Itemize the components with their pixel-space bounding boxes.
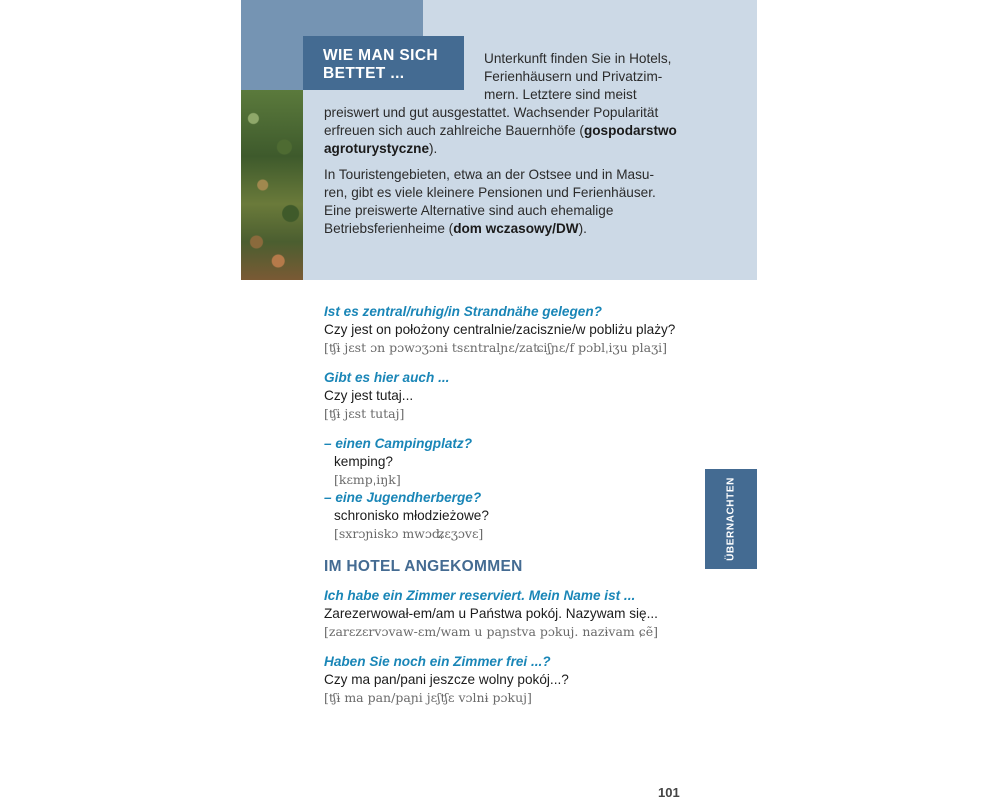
polish-phrase: Czy ma pan/pani jeszcze wolny pokój...?: [324, 672, 569, 687]
pronunciation: [ʧɨ ma pan/paɲi jɛʃʧɛ vɔlnɨ pɔkuj]: [324, 690, 532, 705]
text-line: Ferienhäusern und Privatzim-: [484, 69, 663, 84]
pronunciation: [zarɛzɛrvɔvaw-ɛm/wam u paɲstva pɔkuj. nazɨvam ɕẽ]: [324, 624, 659, 639]
text-line: ren, gibt es viele kleinere Pensionen und Ferienhäuser.: [324, 185, 656, 200]
info-box-text: [241, 0, 757, 280]
text-line: [324, 140, 704, 158]
german-phrase: – eine Jugendherberge?: [324, 490, 482, 505]
german-phrase: Gibt es hier auch ...: [324, 370, 450, 385]
pronunciation: [kɛmpˌiŋk]: [334, 472, 401, 487]
polish-term: dom wczasowy/DW: [453, 221, 579, 236]
phrase-entry: [324, 303, 744, 357]
chapter-tab-label: ÜBERNACHTEN: [725, 477, 737, 561]
text-span: Betriebsferienheime (: [324, 221, 454, 236]
phrase-entry: [324, 653, 744, 707]
text-line: [324, 122, 704, 140]
info-paragraph-1-intro: [484, 50, 704, 104]
text-line: [324, 220, 704, 238]
text-span: ).: [429, 141, 438, 156]
text-line: preiswert und gut ausgestattet. Wachsender Popularität: [324, 105, 659, 120]
text-span: ).: [578, 221, 587, 236]
polish-term: gospodarstwo: [583, 123, 677, 138]
text-line: Unterkunft finden Sie in Hotels,: [484, 51, 672, 66]
info-paragraph-2: [324, 166, 704, 238]
pronunciation: [ʧɨ jɛst ɔn pɔwɔʒɔnɨ tsɛntralɲɛ/zaʨiʃɲɛ/f pɔblˌiʒu plaʒi]: [324, 340, 668, 355]
polish-phrase: Czy jest on położony centralnie/zacisznie/w pobliżu plaży?: [324, 322, 676, 337]
polish-phrase: kemping?: [334, 454, 393, 469]
german-phrase: Ist es zentral/ruhig/in Strandnähe gelegen?: [324, 304, 602, 319]
section-heading: IM HOTEL ANGEKOMMEN: [324, 558, 523, 575]
polish-phrase: schronisko młodzieżowe?: [334, 508, 489, 523]
info-paragraph-1-rest: [324, 104, 704, 158]
phrase-entry: [324, 435, 744, 489]
german-phrase: Haben Sie noch ein Zimmer frei ...?: [324, 654, 551, 669]
phrase-entry: [324, 369, 744, 423]
text-line: In Touristengebieten, etwa an der Ostsee und in Masu-: [324, 167, 654, 182]
phrase-entry: [324, 489, 744, 543]
phrase-entry: [324, 587, 744, 641]
page-number: 101: [658, 785, 680, 800]
text-line: mern. Letztere sind meist: [484, 87, 637, 102]
title-line-2: BETTET ...: [323, 65, 405, 82]
pronunciation: [ʧɨ jɛst tutaj]: [324, 406, 405, 421]
info-box: [241, 0, 757, 280]
text-line: Eine preiswerte Alternative sind auch ehemalige: [324, 203, 614, 218]
book-page: [241, 0, 757, 800]
german-phrase: – einen Campingplatz?: [324, 436, 473, 451]
polish-phrase: Czy jest tutaj...: [324, 388, 414, 403]
chapter-tab[interactable]: [705, 469, 757, 569]
german-phrase: Ich habe ein Zimmer reserviert. Mein Name ist ...: [324, 588, 636, 603]
phrase-list: [324, 303, 744, 719]
pronunciation: [sxrɔɲiskɔ mwɔʥɛʒɔvɛ]: [334, 526, 484, 541]
text-span: erfreuen sich auch zahlreiche Bauernhöfe (: [324, 123, 584, 138]
polish-term: agroturystyczne: [324, 141, 430, 156]
polish-phrase: Zarezerwował-em/am u Państwa pokój. Nazywam się...: [324, 606, 658, 621]
title-line-1: WIE MAN SICH: [323, 47, 439, 64]
